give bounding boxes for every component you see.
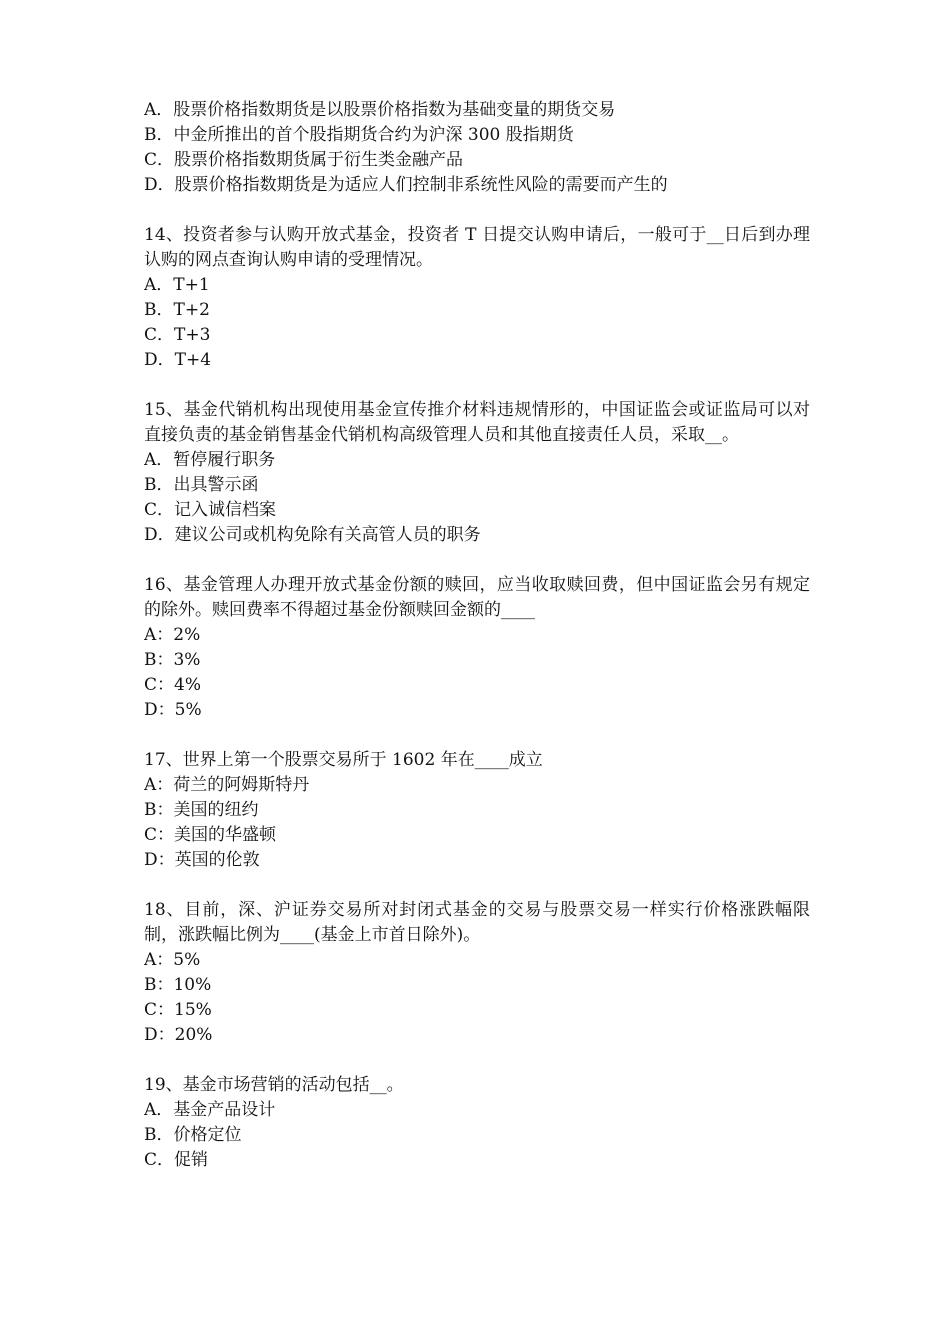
question-18 (144, 898, 810, 1048)
question-16-title: 16、基金管理人办理开放式基金份额的赎回，应当收取赎回费，但中国证监会另有规定的除外。赎回费率不得超过基金份额赎回金额的____ (144, 575, 810, 620)
option-15-a: A．暂停履行职务 (144, 450, 276, 470)
option-15-d: D．建议公司或机构免除有关高管人员的职务 (144, 525, 481, 545)
option-18-d: D：20% (144, 1025, 213, 1045)
option-17-b: B：美国的纽约 (144, 800, 259, 820)
question-18-title: 18、目前，深、沪证券交易所对封闭式基金的交易与股票交易一样实行价格涨跌幅限制，涨跌幅比例为____(基金上市首日除外)。 (144, 900, 810, 945)
question-15-title: 15、基金代销机构出现使用基金宣传推介材料违规情形的，中国证监会或证监局可以对直接负责的基金销售基金代销机构高级管理人员和其他直接责任人员，采取__。 (144, 400, 810, 445)
option-19-b: B．价格定位 (144, 1125, 242, 1145)
question-15 (144, 398, 810, 548)
question-19 (144, 1073, 810, 1173)
option-17-a: A：荷兰的阿姆斯特丹 (144, 775, 310, 795)
option-14-b: B．T+2 (144, 300, 210, 320)
question-17-title: 17、世界上第一个股票交易所于 1602 年在____成立 (144, 750, 543, 770)
option-19-a: A．基金产品设计 (144, 1100, 276, 1120)
option-14-d: D．T+4 (144, 350, 212, 370)
question-16 (144, 573, 810, 723)
question-17 (144, 748, 810, 873)
question-13-options (144, 98, 810, 198)
option-13-d: D．股票价格指数期货是为适应人们控制非系统性风险的需要而产生的 (144, 175, 668, 195)
option-15-c: C．记入诚信档案 (144, 500, 277, 520)
option-16-d: D：5% (144, 700, 202, 720)
document-page (144, 98, 810, 1173)
option-14-a: A．T+1 (144, 275, 210, 295)
option-15-b: B．出具警示函 (144, 475, 259, 495)
option-16-c: C：4% (144, 675, 201, 695)
option-13-c: C．股票价格指数期货属于衍生类金融产品 (144, 150, 464, 170)
option-18-a: A：5% (144, 950, 201, 970)
option-17-d: D：英国的伦敦 (144, 850, 260, 870)
question-14 (144, 223, 810, 373)
question-19-title: 19、基金市场营销的活动包括__。 (144, 1075, 404, 1095)
option-18-c: C：15% (144, 1000, 212, 1020)
question-14-title: 14、投资者参与认购开放式基金，投资者 T 日提交认购申请后，一般可于__日后到办理认购的网点查询认购申请的受理情况。 (144, 225, 810, 270)
option-14-c: C．T+3 (144, 325, 211, 345)
option-19-c: C．促销 (144, 1150, 209, 1170)
option-17-c: C：美国的华盛顿 (144, 825, 277, 845)
option-18-b: B：10% (144, 975, 212, 995)
option-13-b: B．中金所推出的首个股指期货合约为沪深 300 股指期货 (144, 125, 574, 145)
option-13-a: A．股票价格指数期货是以股票价格指数为基础变量的期货交易 (144, 100, 616, 120)
option-16-b: B：3% (144, 650, 201, 670)
option-16-a: A：2% (144, 625, 201, 645)
